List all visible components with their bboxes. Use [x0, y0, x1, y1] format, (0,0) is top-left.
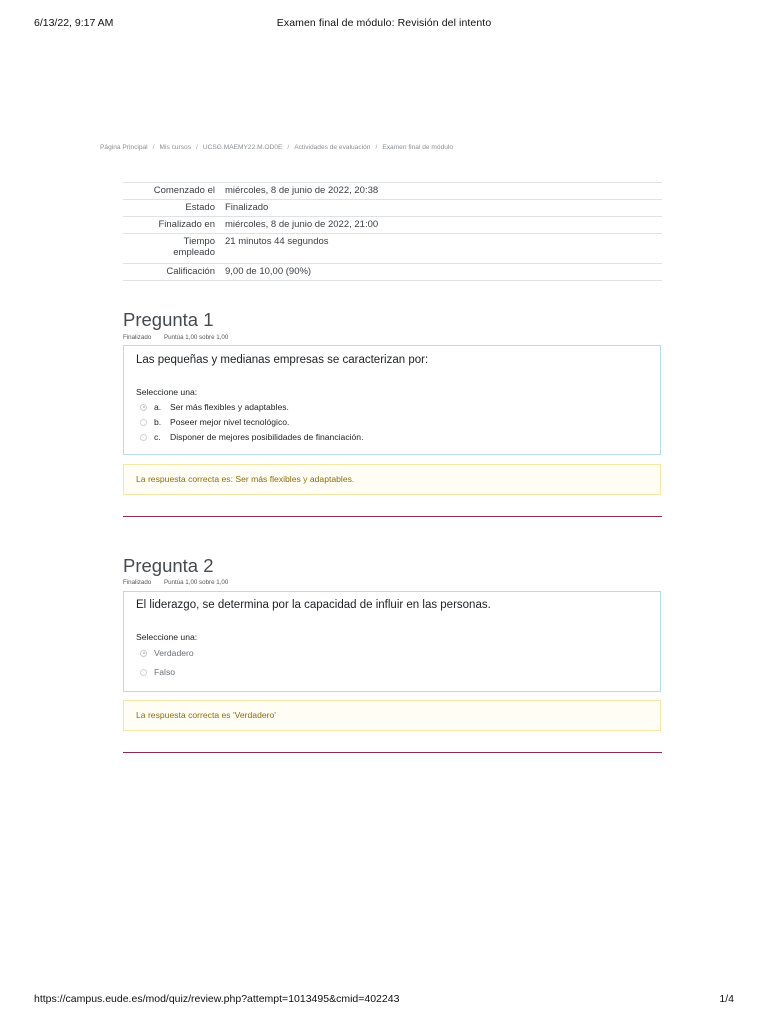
summary-row-grade — [123, 264, 662, 281]
breadcrumb-separator: / — [287, 144, 290, 151]
breadcrumb-separator: / — [196, 144, 198, 151]
question-separator — [123, 516, 662, 517]
summary-label: Finalizado en — [123, 217, 221, 234]
print-url: https://campus.eude.es/mod/quiz/review.php?attempt=1013495&cmid=402243 — [34, 993, 400, 1005]
breadcrumb-section[interactable]: Actividades de evaluación — [294, 144, 371, 151]
answer-prompt: Seleccione una: — [136, 632, 198, 642]
summary-label-line: empleado — [173, 247, 215, 258]
summary-value: 9,00 de 10,00 (90%) — [221, 264, 662, 281]
answer-option[interactable] — [140, 400, 289, 414]
correct-answer-feedback — [123, 700, 661, 731]
summary-label — [123, 234, 221, 264]
answer-option[interactable] — [140, 415, 289, 429]
breadcrumb-course[interactable]: UCSG.MAEMY22.M.OD0E — [202, 144, 283, 151]
radio-button[interactable] — [140, 669, 147, 676]
summary-value: miércoles, 8 de junio de 2022, 21:00 — [221, 217, 662, 234]
question-title: Pregunta 1 — [123, 309, 214, 330]
option-letter: c. — [154, 432, 161, 442]
option-label: Poseer mejor nivel tecnológico. — [170, 417, 290, 427]
breadcrumb-separator: / — [152, 144, 155, 151]
summary-value: Finalizado — [221, 200, 662, 217]
summary-label: Estado — [123, 200, 221, 217]
option-letter: a. — [154, 402, 162, 412]
feedback-text: La respuesta correcta es 'Verdadero' — [136, 710, 276, 720]
question-info — [123, 334, 228, 341]
summary-label: Comenzado el — [123, 183, 221, 200]
summary-row-started — [123, 183, 662, 200]
summary-value: miércoles, 8 de junio de 2022, 20:38 — [221, 183, 662, 200]
breadcrumb-current[interactable]: Examen final de módulo — [382, 144, 454, 151]
print-header — [0, 17, 768, 31]
radio-button-checked[interactable] — [140, 404, 147, 411]
feedback-text: La respuesta correcta es: Ser más flexibles y adaptables. — [136, 474, 355, 484]
summary-row-state — [123, 200, 662, 217]
question-title: Pregunta 2 — [123, 555, 214, 576]
summary-label-line: Tiempo — [183, 236, 215, 247]
breadcrumb — [100, 144, 453, 151]
question-separator — [123, 752, 662, 753]
question-text: Las pequeñas y medianas empresas se caracterizan por: — [136, 354, 429, 366]
option-letter: b. — [154, 417, 162, 427]
summary-row-time — [123, 234, 662, 264]
radio-button-checked[interactable] — [140, 650, 147, 657]
question-text: El liderazgo, se determina por la capacidad de influir en las personas. — [136, 599, 491, 611]
question-content — [123, 345, 661, 455]
question-status: Finalizado — [123, 579, 152, 586]
attempt-summary-table — [123, 182, 662, 281]
print-page-number: 1/4 — [719, 993, 734, 1005]
option-label: Disponer de mejores posibilidades de financiación. — [170, 432, 364, 442]
answer-option[interactable] — [140, 665, 175, 679]
breadcrumb-separator: / — [375, 144, 378, 151]
question-status: Finalizado — [123, 334, 152, 341]
summary-row-finished — [123, 217, 662, 234]
answer-prompt: Seleccione una: — [136, 387, 198, 397]
print-page-title: Examen final de módulo: Revisión del intento — [276, 17, 492, 29]
breadcrumb-my-courses[interactable]: Mis cursos — [159, 144, 192, 151]
answer-option[interactable] — [140, 430, 363, 444]
option-label: Verdadero — [154, 648, 194, 658]
correct-answer-feedback — [123, 464, 661, 495]
question-score: Puntúa 1,00 sobre 1,00 — [163, 334, 229, 341]
answer-option[interactable] — [140, 646, 194, 660]
question-info — [123, 579, 228, 586]
radio-button[interactable] — [140, 434, 147, 441]
option-label: Ser más flexibles y adaptables. — [170, 402, 289, 412]
option-label: Falso — [154, 667, 176, 677]
question-score: Puntúa 1,00 sobre 1,00 — [163, 579, 229, 586]
breadcrumb-home[interactable]: Página Principal — [100, 144, 148, 151]
print-datetime: 6/13/22, 9:17 AM — [34, 17, 114, 29]
summary-value: 21 minutos 44 segundos — [221, 234, 662, 264]
radio-button[interactable] — [140, 419, 147, 426]
question-content — [123, 591, 661, 692]
summary-label: Calificación — [123, 264, 221, 281]
